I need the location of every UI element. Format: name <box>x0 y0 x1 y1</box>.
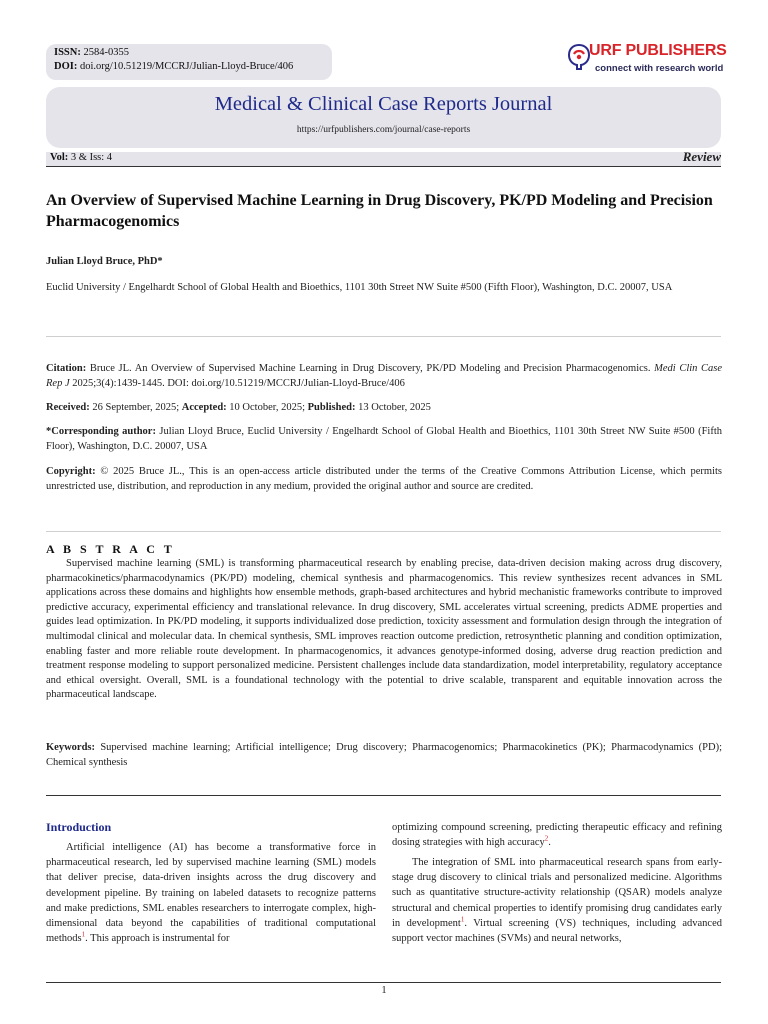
abstract-heading: A B S T R A C T <box>46 542 175 556</box>
page-number: 1 <box>381 985 387 996</box>
published-value: 13 October, 2025 <box>358 402 431 413</box>
intro-p1-continuation-tail: . <box>548 837 551 849</box>
section-divider <box>46 795 721 796</box>
intro-p1-tail: . This approach is instrumental for <box>85 933 230 945</box>
reference-link[interactable]: 1 <box>460 915 465 924</box>
doi-label: DOI: <box>54 61 78 72</box>
intro-p2-tail: . Virtual screening (VS) techniques, including advanced support vector machines (SVMs) and neural networks, <box>392 917 722 945</box>
publisher-logo <box>567 42 727 78</box>
volume-issue <box>50 152 112 163</box>
abstract-divider <box>46 531 721 532</box>
intro-p2-text: The integration of SML into pharmaceutical research spans from early-stage drug discovery to clinical trials and personalized medicine. Algorithms such as quantitative structure-activity relationship (QSAR) models analyze structural and chemical properties to identify promising drug candidates early in development <box>392 857 722 929</box>
copyright-block <box>46 464 722 494</box>
corresponding-label: *Corresponding author: <box>46 426 156 437</box>
citation-details: 2025;3(4):1439-1445. DOI: doi.org/10.51219/MCCRJ/Julian-Lloyd-Bruce/406 <box>72 378 405 389</box>
intro-p1-continuation: optimizing compound screening, predicting therapeutic efficacy and refining dosing strategies with high accuracy <box>392 822 722 849</box>
doi-line <box>54 60 332 74</box>
article-type: Review <box>682 149 721 164</box>
intro-paragraph-1 <box>46 840 376 946</box>
corresponding-author-block <box>46 424 722 454</box>
keywords-value: Supervised machine learning; Artificial intelligence; Drug discovery; Pharmacogenomics; Pharmacokinetics (PK); Pharmacodynamics (PD); Chemical synthesis <box>46 742 723 768</box>
volume-bar <box>46 149 721 166</box>
journal-url-link[interactable]: https://urfpublishers.com/journal/case-reports <box>296 125 471 135</box>
keywords-block <box>46 740 722 770</box>
volume-label: Vol: <box>50 152 69 163</box>
issn-line <box>54 46 332 60</box>
corresponding-value: Julian Lloyd Bruce, Euclid University / Engelhardt School of Global Health and Bioethics, 1101 30th Street NW Suite #500 (Fifth Floor), Washington, D.C. 20007, USA <box>46 426 722 452</box>
article-title: An Overview of Supervised Machine Learning in Drug Discovery, PK/PD Modeling and Precision Pharmacogenomics <box>46 192 713 230</box>
publisher-tagline: connect with research world <box>595 63 724 74</box>
issn-label: ISSN: <box>54 47 81 58</box>
intro-p1-text: Artificial intelligence (AI) has become a transformative force in pharmaceutical research, led by supervised machine learning (SML) models that deliver precise, data-driven insights across the drug discovery and development pipeline. By training on labeled datasets to recognize patterns and make predictions, SML enables researchers to interrogate complex, high-dimensional data beyond the capabilities of traditional computational methods <box>46 842 376 945</box>
meta-divider <box>46 336 721 337</box>
author-affiliation: Euclid University / Engelhardt School of Global Health and Bioethics, 1101 30th Street NW Suite #500 (Fifth Floor), Washington, D.C. 20007, USA <box>46 282 673 293</box>
published-label: Published: <box>307 402 356 413</box>
copyright-value: © 2025 Bruce JL., This is an open-access article distributed under the terms of the Creative Commons Attribution License, which permits unrestricted use, distribution, and reproduction in any medium, provided the original author and source are credited. <box>46 466 723 492</box>
citation-text: Bruce JL. An Overview of Supervised Machine Learning in Drug Discovery, PK/PD Modeling and Precision Pharmacogenomics. <box>89 363 651 374</box>
header-divider <box>46 166 721 167</box>
issn-doi-box <box>46 44 332 80</box>
publisher-logo-icon <box>567 42 591 72</box>
accepted-label: Accepted: <box>181 402 227 413</box>
issn-value: 2584-0355 <box>83 47 129 58</box>
accepted-value: 10 October, 2025; <box>229 402 305 413</box>
footer-divider <box>46 982 721 983</box>
journal-title: Medical & Clinical Case Reports Journal <box>214 93 553 115</box>
copyright-label: Copyright: <box>46 466 96 477</box>
intro-paragraph-2 <box>392 855 722 946</box>
publisher-name: URF PUBLISHERS <box>589 42 727 59</box>
reference-link[interactable]: 2 <box>544 834 549 843</box>
intro-paragraph-1-continued <box>392 820 722 850</box>
keywords-label: Keywords: <box>46 742 95 753</box>
reference-link[interactable]: 1 <box>81 930 86 939</box>
volume-value: 3 & Iss: 4 <box>70 152 113 163</box>
journal-banner <box>46 87 721 148</box>
received-label: Received: <box>46 402 90 413</box>
introduction-heading: Introduction <box>46 820 112 834</box>
doi-link[interactable]: doi.org/10.51219/MCCRJ/Julian-Lloyd-Bruce/406 <box>79 61 294 72</box>
abstract-body: Supervised machine learning (SML) is transforming pharmaceutical research by enabling precise, data-driven decision making across drug discovery, pharmacokinetics/pharmacodynamics (PK/PD) modeling, chemical synthesis and pharmacogenomics. This review synthesizes recent advances in SML applications across these domains and highlights how ensemble methods, graph-based architectures and hybrid mechanistic frameworks contribute to improved predictive accuracy, experimental efficiency and translational relevance. In drug discovery, SML accelerates virtual screening, predicts ADME properties and guides lead optimization. In PK/PD modeling, it supports individualized dose prediction, toxicity assessment and formulation design through the integration of multimodal clinical and molecular data. In chemical synthesis, SML improves reaction outcome prediction, retrosynthetic planning and condition optimization, enabling faster and more reliable route development. In pharmacogenomics, it advances genotype-informed dosing, adverse drug reaction prediction and treatment response modeling to support personalized medicine. Persistent challenges include data standardization, model interpretability, regulatory acceptance and ethical oversight. Overall, SML is a foundational technology with the potential to drive scalable, transparent and equitable innovation across the pharmaceutical landscape. <box>46 558 722 701</box>
citation-block <box>46 361 722 391</box>
author-name: Julian Lloyd Bruce, PhD* <box>46 256 163 267</box>
citation-label: Citation: <box>46 363 87 374</box>
citation-journal: Medi Clin Case Rep J <box>46 363 723 389</box>
received-value: 26 September, 2025; <box>92 402 180 413</box>
dates-block <box>46 400 722 415</box>
